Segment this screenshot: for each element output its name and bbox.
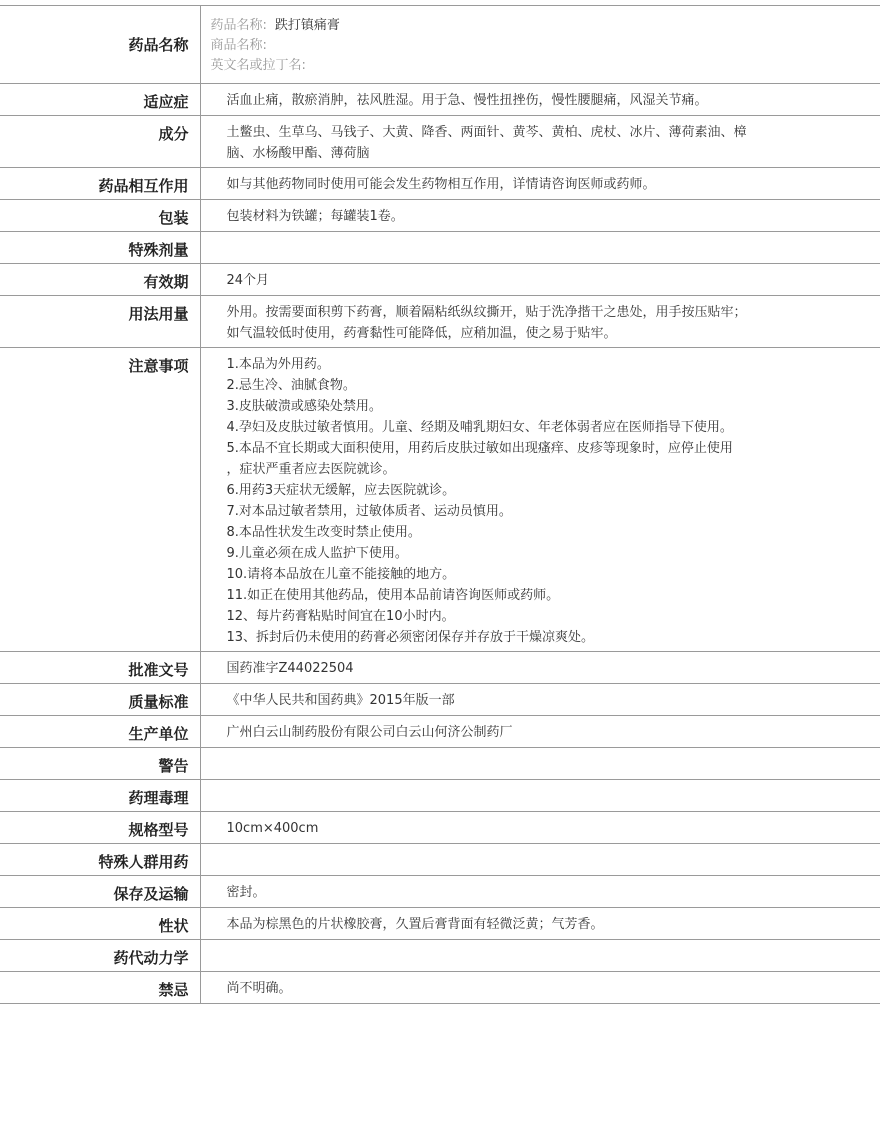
row-usage bbox=[0, 296, 880, 348]
pharmacokinetics-label: 药代动力学 bbox=[0, 940, 200, 972]
manufacturer-label: 生产单位 bbox=[0, 716, 200, 748]
english-name-label: 英文名或拉丁名: bbox=[210, 58, 306, 73]
toxicology-value bbox=[200, 780, 880, 812]
row-ingredients bbox=[0, 116, 880, 168]
precaution-item: 13、拆封后仍未使用的药膏必须密闭保存并存放于干燥凉爽处。 bbox=[226, 630, 595, 645]
standard-value: 《中华人民共和国药典》2015年版一部 bbox=[200, 684, 880, 716]
manufacturer-value: 广州白云山制药股份有限公司白云山何济公制药厂 bbox=[200, 716, 880, 748]
row-drug-name bbox=[0, 6, 880, 84]
interactions-label: 药品相互作用 bbox=[0, 168, 200, 200]
usage-value bbox=[200, 296, 880, 348]
precaution-item: 9.儿童必须在成人监护下使用。 bbox=[226, 546, 408, 561]
generic-name-label: 药品名称: bbox=[210, 18, 267, 33]
indication-label: 适应症 bbox=[0, 84, 200, 116]
precaution-item: ，症状严重者应去医院就诊。 bbox=[226, 462, 396, 477]
generic-name-line bbox=[211, 16, 880, 36]
row-contraindications bbox=[0, 972, 880, 1004]
special-population-label: 特殊人群用药 bbox=[0, 844, 200, 876]
approval-label: 批准文号 bbox=[0, 652, 200, 684]
ingredients-value bbox=[200, 116, 880, 168]
toxicology-label: 药理毒理 bbox=[0, 780, 200, 812]
precautions-value bbox=[200, 348, 880, 652]
interactions-value: 如与其他药物同时使用可能会发生药物相互作用，详情请咨询医师或药师。 bbox=[200, 168, 880, 200]
precaution-item: 4.孕妇及皮肤过敏者慎用。儿童、经期及哺乳期妇女、年老体弱者应在医师指导下使用。 bbox=[226, 420, 733, 435]
usage-line: 如气温较低时使用，药膏黏性可能降低，应稍加温，使之易于贴牢。 bbox=[226, 326, 617, 341]
row-toxicology bbox=[0, 780, 880, 812]
ingredients-line: 脑、水杨酸甲酯、薄荷脑 bbox=[226, 146, 370, 161]
usage-label: 用法用量 bbox=[0, 296, 200, 348]
row-package bbox=[0, 200, 880, 232]
spec-value: 10cm×400cm bbox=[200, 812, 880, 844]
pharmacokinetics-value bbox=[200, 940, 880, 972]
drug-spec-table bbox=[0, 5, 880, 1004]
precaution-item: 11.如正在使用其他药品，使用本品前请咨询医师或药师。 bbox=[226, 588, 560, 603]
row-appearance bbox=[0, 908, 880, 940]
precaution-item: 5.本品不宜长期或大面积使用，用药后皮肤过敏如出现瘙痒、皮疹等现象时，应停止使用 bbox=[226, 441, 733, 456]
precaution-item: 6.用药3天症状无缓解，应去医院就诊。 bbox=[226, 483, 456, 498]
precaution-item: 3.皮肤破溃或感染处禁用。 bbox=[226, 399, 382, 414]
precaution-item: 2.忌生冷、油腻食物。 bbox=[226, 378, 356, 393]
special-population-value bbox=[200, 844, 880, 876]
row-manufacturer bbox=[0, 716, 880, 748]
appearance-label: 性状 bbox=[0, 908, 200, 940]
row-indication bbox=[0, 84, 880, 116]
precaution-item: 1.本品为外用药。 bbox=[226, 357, 330, 372]
row-standard bbox=[0, 684, 880, 716]
row-pharmacokinetics bbox=[0, 940, 880, 972]
usage-line: 外用。按需要面积剪下药膏，顺着隔粘纸纵纹撕开，贴于洗净揩干之患处，用手按压贴牢； bbox=[226, 305, 747, 320]
special-dosage-value bbox=[200, 232, 880, 264]
row-special-dosage bbox=[0, 232, 880, 264]
precaution-item: 10.请将本品放在儿童不能接触的地方。 bbox=[226, 567, 456, 582]
drug-name-label: 药品名称 bbox=[0, 6, 200, 84]
row-interactions bbox=[0, 168, 880, 200]
appearance-value: 本品为棕黑色的片状橡胶膏，久置后膏背面有轻微泛黄；气芳香。 bbox=[200, 908, 880, 940]
precaution-item: 8.本品性状发生改变时禁止使用。 bbox=[226, 525, 421, 540]
warning-label: 警告 bbox=[0, 748, 200, 780]
indication-value: 活血止痛，散瘀消肿，祛风胜湿。用于急、慢性扭挫伤，慢性腰腿痛，风湿关节痛。 bbox=[200, 84, 880, 116]
row-approval bbox=[0, 652, 880, 684]
storage-label: 保存及运输 bbox=[0, 876, 200, 908]
standard-label: 质量标准 bbox=[0, 684, 200, 716]
precaution-item: 12、每片药膏粘贴时间宜在10小时内。 bbox=[226, 609, 455, 624]
row-spec bbox=[0, 812, 880, 844]
warning-value bbox=[200, 748, 880, 780]
row-precautions bbox=[0, 348, 880, 652]
ingredients-label: 成分 bbox=[0, 116, 200, 168]
shelf-life-value: 24个月 bbox=[200, 264, 880, 296]
contraindications-label: 禁忌 bbox=[0, 972, 200, 1004]
storage-value: 密封。 bbox=[200, 876, 880, 908]
drug-name-value bbox=[200, 6, 880, 84]
ingredients-line: 土鳖虫、生草乌、马钱子、大黄、降香、两面针、黄芩、黄柏、虎杖、冰片、薄荷素油、樟 bbox=[226, 125, 747, 140]
approval-value: 国药准字Z44022504 bbox=[200, 652, 880, 684]
row-warning bbox=[0, 748, 880, 780]
precautions-label: 注意事项 bbox=[0, 348, 200, 652]
shelf-life-label: 有效期 bbox=[0, 264, 200, 296]
contraindications-value: 尚不明确。 bbox=[200, 972, 880, 1004]
package-value: 包装材料为铁罐；每罐装1卷。 bbox=[200, 200, 880, 232]
spec-label: 规格型号 bbox=[0, 812, 200, 844]
row-shelf-life bbox=[0, 264, 880, 296]
trade-name-label: 商品名称: bbox=[210, 38, 267, 53]
row-storage bbox=[0, 876, 880, 908]
special-dosage-label: 特殊剂量 bbox=[0, 232, 200, 264]
generic-name-value: 跌打镇痛膏 bbox=[274, 18, 340, 33]
precaution-item: 7.对本品过敏者禁用，过敏体质者、运动员慎用。 bbox=[226, 504, 512, 519]
package-label: 包装 bbox=[0, 200, 200, 232]
row-special-population bbox=[0, 844, 880, 876]
